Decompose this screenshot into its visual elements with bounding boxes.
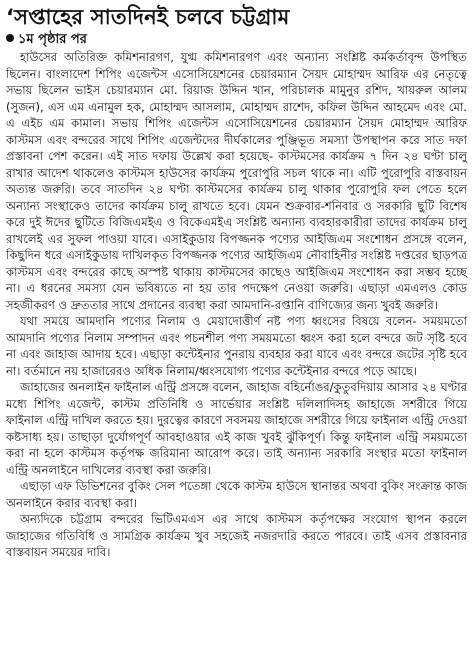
article-paragraph: অন্যদিকে চট্টগ্রাম বন্দরের ভিটিএমএস এর সাথে কাস্টমস কর্তৃপক্ষের সংযোগ স্থাপন করলে জাহাজের গতিবিধি ও সামগ্রিক কার্যক্রম খুব সহজেই নজরদারি করতে পারবে। তাই এসব প্রস্তাবনার বাস্তবায়ন সময়ের দাবি। [6, 512, 467, 559]
article-paragraph: হাউসের অতিরিক্ত কমিশনারগণ, যুগ্ম কমিশনারগণ এবং অন্যান্য সংশ্লিষ্ট কর্মকর্তাবৃন্দ উপস্থিত ছিলেন। বাংলাদেশ শিপিং এজেন্টস এসোসিয়েশনের চেয়ারম্যান সৈয়দ মোহাম্মদ আরিফ এর নেতৃত্বে সভায় ছিলেন ভাইস চেয়ারম্যান মো. রিয়াজ উদ্দিন খান, পরিচালক মামুনুর রশিদ, খায়রুল আলম (সুজন), এস এম এনামুল হক, মোহাম্মদ আসলাম, মোহাম্মদ রাশেদ, কফিল উদ্দিন আহমেদ এবং মো. এ এইচ এম কামাল। সভায় শিপিং এজেন্টস এসোসিয়েশনের চেয়ারম্যান সৈয়দ মোহাম্মদ আরিফ কাস্টমস এবং বন্দরের সাথে শিপিং এজেন্টদের দীর্ঘকালের পুঞ্জিভূত সমস্যা উপস্থাপন করে সাত দফা প্রস্তাবনা পেশ করেন। এই সাত দফায় উল্লেখ করা হয়েছে- কাস্টমসের কার্যক্রম ৭ দিন ২৪ ঘণ্টা চালু রাখার আদেশ থাকলেও কাস্টমস হাউসের কার্যক্রম পুরোপুরি সচল থাকে না। এটি পুরোপুরি বাস্তবায়ন অত্যন্ত জরুরি। তবে সাতদিন ২৪ ঘণ্টা কাস্টমসের কার্যক্রম চালু থাকার পুরোপুরি ফল পেতে হলে অন্যান্য সংস্থাকেও তাদের কার্যক্রম চালু রাখতে হবে। যেমন শুক্রবার-শনিবার ও সরকারি ছুটি বিশেষ করে দুই ঈদের ছুটিতে বিজিএমইএ ও বিকেএমইএ সংশ্লিষ্ট অন্যান্য ব্যবহারকারীরা তাদের কার্যক্রম চালু রাখলেই এর সুফল পাওয়া যাবে। এসাইকুডায় বিপজ্জনক পণ্যের আইজিএম সংশোধন প্রসঙ্গে বলেন, কিছুদিন ধরে এসাইকুডায় দাখিলকৃত বিপজ্জনক পণ্যের আইজিএম নৌবাহিনীর সংশ্লিষ্ট দপ্তরের ছাড়পত্র কাস্টমস এবং বন্দরের কাছে অস্পষ্ট থাকায় কাস্টমসের কাছেও আইজিএম সংশোধন করা সম্ভব হচ্ছে না। এ ধরনের সমস্যা যেন ভবিষ্যতে না হয় তার পদক্ষেপ নেওয়া জরুরি। এছাড়া এমএলও কোড সহজীকরণ ও দ্রুততার সাথে প্রদানের ব্যবস্থা করা আমদানি-রপ্তানি বাণিজ্যের জন্য খুবই জরুরি। [6, 50, 467, 312]
article-paragraph: জাহাজের অনলাইন ফাইনাল এন্ট্রি প্রসঙ্গে বলেন, জাহাজ বহির্নোঙর/কুতুবদিয়ায় আসার ২৪ ঘণ্টার মধ্যে শিপিং এজেন্ট, কাস্টম প্রতিনিধি ও সার্ভেয়ার সংশ্লিষ্ট দলিলাদিসহ জাহাজে সশরীরে গিয়ে ফাইনাল এন্ট্রি দাখিল করতে হয়। দুরত্বের কারণে সবসময় জাহাজে সশরীরে গিয়ে ফাইনাল এন্ট্রি দেওয়া কষ্টসাধ্য হয়। তাছাড়া দুর্যোগপূর্ণ আবহাওয়ার এই কাজ খুবই ঝুঁকিপূর্ণ। কিন্তু ফাইনাল এন্ট্রি সময়মতো করা না হলে কাস্টমস কর্তৃপক্ষ জরিমানা আরোপ করে। তাই অন্যান্য সরকারি সংস্থার মতো ফাইনাল এন্ট্রি অনলাইনে দাখিলের ব্যবস্থা করা জরুরি। [6, 380, 467, 477]
bullet-icon [6, 34, 14, 42]
continued-from-marker [0, 31, 473, 48]
continued-label: ১ম পৃষ্ঠার পর [18, 32, 87, 47]
article-paragraph: যথা সময়ে আমদানি পণ্যের নিলাম ও মেয়াদোত্তীর্ণ নষ্ট পণ্য ধ্বংসের বিষয়ে বলেন- সময়মতো আমদানি পণ্যের নিলাম সম্পাদন এবং পচনশীল পণ্য সময়মতো ধ্বংস করা হলে বন্দরে জট সৃষ্টি হবে না এবং জাহাজ আদায় হবে। এছাড়া কন্টেইনার পুনরায় ব্যবহার করা যাবে এবং বন্দরে জটের সৃষ্টি হবে না। বর্তমানে নয় হাজারেরও অধিক নিলাম/ধ্বংসযোগ্য পণ্যের কন্টেইনার বন্দরে পড়ে আছে। [6, 314, 467, 378]
article-paragraph: এছাড়া এফ ডিভিশনের বুকিং সেল পতেঙ্গা থেকে কাস্টম হাউসে স্থানান্তর অথবা বুকিং সংক্রান্ত কাজ অনলাইনে করার ব্যবস্থা করা। [6, 479, 467, 510]
article-headline: ‘সপ্তাহের সাতদিনই চলবে চট্টগ্রাম [6, 5, 290, 29]
article-body [0, 48, 473, 561]
